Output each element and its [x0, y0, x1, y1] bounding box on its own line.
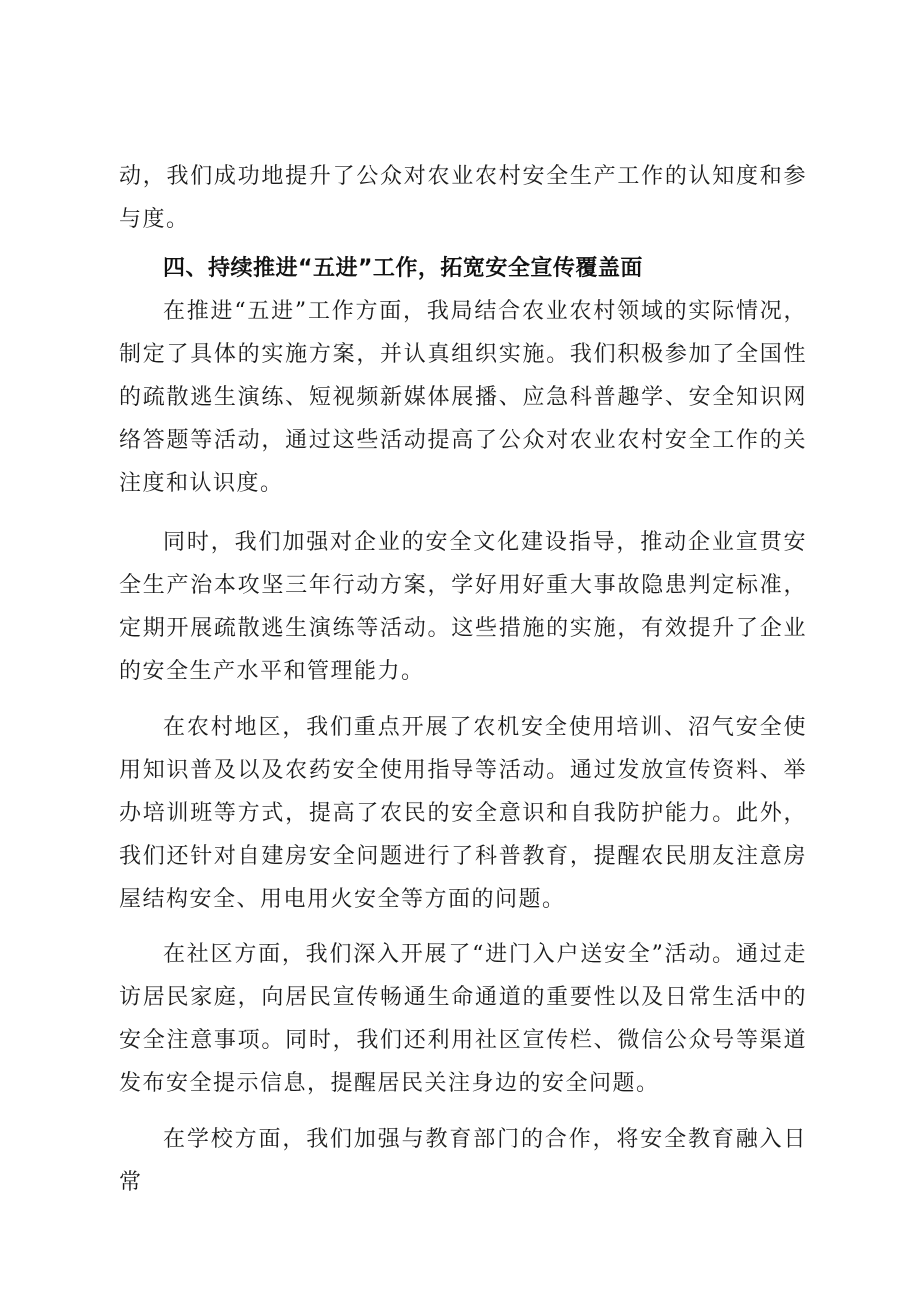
paragraph-enterprises: 同时，我们加强对企业的安全文化建设指导，推动企业宣贯安全生产治本攻坚三年行动方案，学好用好重大事故隐患判定标准，定期开展疏散逃生演练等活动。这些措施的实施，有效提升了企业的安全生产水平和管理能力。: [119, 530, 807, 684]
paragraph-five-entries: 在推进“五进”工作方面，我局结合农业农村领域的实际情况，制定了具体的实施方案，并认真组织实施。我们积极参加了全国性的疏散逃生演练、短视频新媒体展播、应急科普趣学、安全知识网络答题等活动，通过这些活动提高了公众对农业农村安全工作的关注度和认识度。: [119, 299, 807, 496]
section-heading: 四、持续推进“五进”工作，拓宽安全宣传覆盖面: [163, 256, 643, 281]
paragraph-schools: 在学校方面，我们加强与教育部门的合作，将安全教育融入日常: [119, 1127, 807, 1195]
paragraph-rural-areas: 在农村地区，我们重点开展了农机安全使用培训、沼气安全使用知识普及以及农药安全使用指导等活动。通过发放宣传资料、举办培训班等方式，提高了农民的安全意识和自我防护能力。此外，我们还针对自建房安全问题进行了科普教育，提醒农民朋友注意房屋结构安全、用电用火安全等方面的问题。: [119, 715, 807, 912]
paragraph-communities: 在社区方面，我们深入开展了“进门入户送安全”活动。通过走访居民家庭，向居民宣传畅通生命通道的重要性以及日常生活中的安全注意事项。同时，我们还利用社区宣传栏、微信公众号等渠道发布安全提示信息，提醒居民关注身边的安全问题。: [119, 942, 807, 1096]
continuation-paragraph: 动，我们成功地提升了公众对农业农村安全生产工作的认知度和参与度。: [119, 164, 807, 232]
